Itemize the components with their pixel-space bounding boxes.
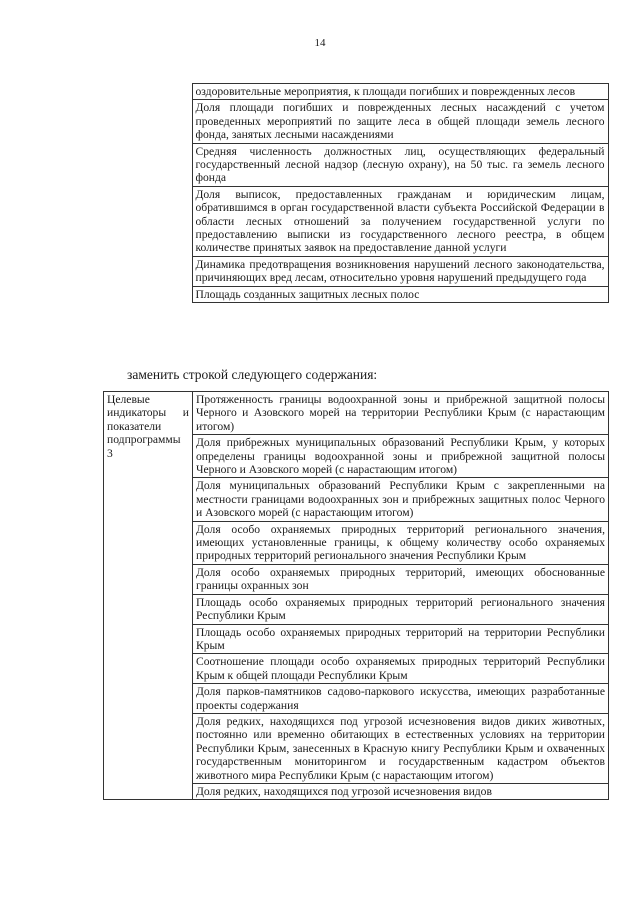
- table1-row-5: Динамика предотвращения возникновения нарушений лесного законодательства, причиняющих вред лесам, относительно уровня нарушений предыдущего года: [192, 256, 608, 286]
- replace-instruction: заменить строкой следующего содержания:: [127, 367, 378, 382]
- table2-row-2: Доля прибрежных муниципальных образований Республики Крым, у которых определены границы водоохранной зоны и прибрежной защитной полосы Черного и Азовского морей (с нарастающим итогом): [193, 435, 609, 478]
- table1-row-6: Площадь созданных защитных лесных полос: [192, 286, 608, 302]
- table1-row-1: оздоровительные мероприятия, к площади погибших и поврежденных лесов: [192, 84, 608, 100]
- table2-row-6: Площадь особо охраняемых природных территорий регионального значения Республики Крым: [193, 594, 609, 624]
- table1-left-cell: [103, 84, 192, 303]
- table1-row-3: Средняя численность должностных лиц, осуществляющих федеральный государственный лесной надзор (лесную охрану), на 50 тыс. га земель лесного фонда: [192, 143, 608, 186]
- table1-row-2: Доля площади погибших и поврежденных лесных насаждений с учетом проведенных мероприятий по защите леса в общей площади земель лесного фонда, занятых лесными насаждениями: [192, 100, 608, 143]
- table1-row-4: Доля выписок, предоставленных гражданам и юридическим лицам, обратившимся в орган государственной власти субъекта Российской Федерации в области лесных отношений за получением государственной услуги по предоставлению выписки из государственного лесного реестра, в общем количестве принятых заявок на предоставление данной услуги: [192, 186, 608, 256]
- table2-row-11: Доля редких, находящихся под угрозой исчезновения видов: [193, 783, 609, 799]
- table2-row-3: Доля муниципальных образований Республики Крым с закрепленными на местности границами водоохранных зон и прибрежных защитных полос Черного и Азовского морей (с нарастающим итогом): [193, 478, 609, 521]
- indicators-table-old: [103, 83, 609, 303]
- page-number: 14: [314, 37, 326, 49]
- table2-row-10: Доля редких, находящихся под угрозой исчезновения видов диких животных, постоянно или временно обитающих в естественных условиях на территории Республики Крым, занесенных в Красную книгу Республики Крым и охваченных государственным мониторингом и государственным кадастром объектов животного мира Республики Крым (с нарастающим итогом): [193, 713, 609, 783]
- table2-row-7: Площадь особо охраняемых природных территорий на территории Республики Крым: [193, 624, 609, 654]
- table2-row-8: Соотношение площади особо охраняемых природных территорий Республики Крым к общей площади Республики Крым: [193, 654, 609, 684]
- table2-row-1: Протяженность границы водоохранной зоны и прибрежной защитной полосы Черного и Азовского морей на территории Республики Крым (с нарастающим итогом): [193, 392, 609, 435]
- table2-row-4: Доля особо охраняемых природных территорий регионального значения, имеющих установленные границы, к общему количеству особо охраняемых природных территорий регионального значения Республики Крым: [193, 521, 609, 564]
- table2-row-5: Доля особо охраняемых природных территорий, имеющих обоснованные границы охранных зон: [193, 564, 609, 594]
- table2-row-9: Доля парков-памятников садово-паркового искусства, имеющих разработанные проекты содержания: [193, 684, 609, 714]
- indicators-table-new: [103, 391, 609, 800]
- table2-left-label: Целевые индикаторы и показатели подпрограммы 3: [104, 392, 193, 800]
